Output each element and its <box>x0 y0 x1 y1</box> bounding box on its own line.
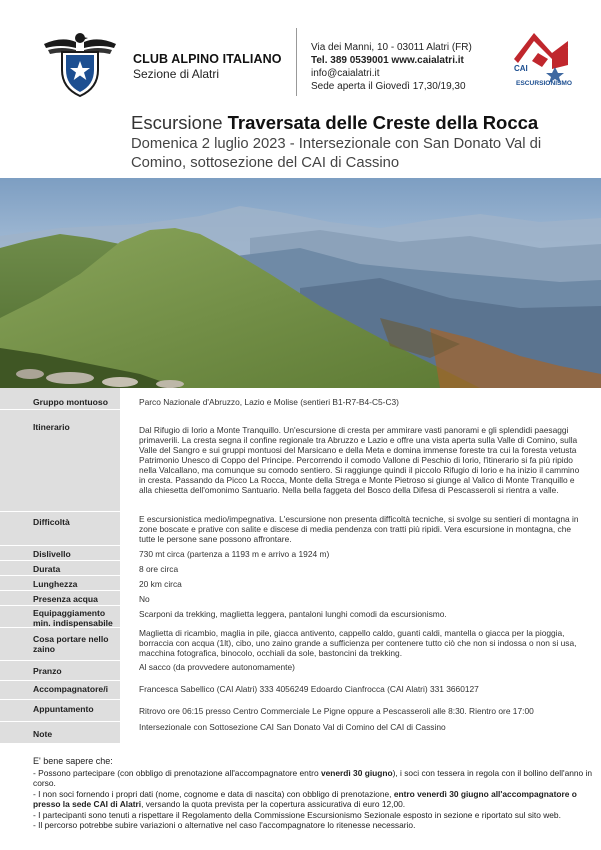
row-value: Intersezionale con Sottosezione CAI San Donato Val di Comino del CAI di Cassino <box>139 722 446 732</box>
note-text: - I non soci fornendo i propri dati (nome, cognome e data di nascita) con obbligo di prenotazione, <box>33 788 394 799</box>
row-value: Scarponi da trekking, maglietta leggera, pantaloni lunghi comodi da escursionismo. <box>139 609 447 619</box>
row-value: 8 ore circa <box>139 564 179 574</box>
contact-address: Via dei Manni, 10 - 03011 Alatri (FR) <box>311 42 472 53</box>
note-item: - I partecipanti sono tenuti a rispettare il Regolamento della Commissione Escursionismo Sezionale esposto in sezione e riportato sul sito web. <box>33 809 561 820</box>
row-cosa-portare <box>0 628 601 661</box>
row-appuntamento <box>0 700 601 722</box>
event-title-block <box>131 112 591 173</box>
row-note <box>0 722 601 744</box>
escursionismo-logo-text: ESCURSIONISMO <box>516 80 573 87</box>
event-title <box>131 112 591 134</box>
row-value: 20 km circa <box>139 579 182 589</box>
note-item: - Il percorso potrebbe subire variazioni o alternative nel caso l'accompagnatore lo ritenesse necessario. <box>33 820 416 830</box>
event-title-name: Traversata delle Creste della Rocca <box>227 112 539 133</box>
row-value: E escursionistica medio/impegnativa. L'escursione non presenta difficoltà tecniche, si svolge su sentieri di montagna in zone boscate e prative con salite e discese di media pendenza con tratti più ripidi. Vera escursione in montagna, che tutte le persone sane possono affrontare. <box>139 514 579 544</box>
club-identity <box>133 52 282 81</box>
row-value: Al sacco (da provvedere autonomamente) <box>139 662 295 672</box>
note-highlight: entro venerdì 30 giugno all'accompagnatore o presso la sede CAI di Alatri <box>33 788 577 809</box>
row-equipaggiamento <box>0 606 601 628</box>
row-label: Pranzo <box>0 661 120 681</box>
cai-eagle-logo <box>42 30 118 98</box>
row-label: Gruppo montuoso <box>0 388 120 410</box>
row-label: Cosa portare nello zaino <box>0 628 120 661</box>
note-text: - Possono partecipare (con obbligo di prenotazione all'accompagnatore entro <box>33 767 321 778</box>
row-accompagnatori <box>0 681 601 700</box>
row-value: Ritrovo ore 06:15 presso Centro Commerciale Le Pigne oppure a Pescasseroli alle 8:30. Rientro ore 17:00 <box>139 706 534 716</box>
contact-phone-web[interactable]: Tel. 389 0539001 www.caialatri.it <box>311 55 464 66</box>
row-itinerario <box>0 410 601 512</box>
row-label: Dislivello <box>0 546 120 561</box>
row-value: No <box>139 594 150 604</box>
row-label: Durata <box>0 561 120 576</box>
row-label: Accompagnatore/i <box>0 681 120 700</box>
row-lunghezza <box>0 576 601 591</box>
club-name: CLUB ALPINO ITALIANO <box>133 52 282 66</box>
row-presenza-acqua <box>0 591 601 606</box>
contact-email[interactable]: info@caialatri.it <box>311 68 380 79</box>
row-value: Dal Rifugio di Iorio a Monte Tranquillo. Un'escursione di cresta per ammirare vasti panorami e gli splendidi paesaggi primaverili. La cresta segna il confine regionale tra Abruzzo e Lazio e offre una vista aperta sulla Valle di Comino, sulla Valle del Sangro e sui gruppi montuosi del Marsicano e della Meta e domina immense foreste tra cui la foresta vetusta Patrimonio Unesco di Coppo del Principe. Percorrendo il comodo Vallone di Peschio di Iorio, l'itinerario si fa più ripido nella Valcallano, ma comunque su comodo sentiero. Si raggiunge quindi il piccolo Rifugio di Iorio e ha inizio il cammino in cresta. Passando da Picco La Rocca, Monte della Strega e Monte Pietroso si giunge al Valico di Monte Tranquillo e alla chiesetta dell'omonimo Santuario. Nella bella faggeta del Bosco della Difesa di Pescasseroli si rientra a valle. <box>139 425 580 495</box>
club-section: Sezione di Alatri <box>133 67 220 81</box>
escursionismo-logo <box>508 29 574 87</box>
row-value: Francesca Sabellico (CAI Alatri) 333 4056249 Edoardo Cianfrocca (CAI Alatri) 331 3660127 <box>139 684 479 694</box>
row-value: Maglietta di ricambio, maglia in pile, giacca antivento, cappello caldo, guanti caldi, mantella o giacca per la pioggia, borraccia con acqua (1lt), cibo, uno zaino grande a sufficienza per contenere tutto ciò che non si indossa o non si usa, macchina fotografica, binocolo, occhiali da sole, bastoncini da trekking. <box>139 628 577 658</box>
row-label: Equipaggiamento min. indispensabile <box>0 606 120 628</box>
row-label: Note <box>0 722 120 744</box>
mountain-ridge-photo <box>0 178 601 388</box>
notes-heading: E' bene sapere che: <box>33 756 113 766</box>
row-value: 730 mt circa (partenza a 1193 m e arrivo a 1924 m) <box>139 549 330 559</box>
row-label: Itinerario <box>0 410 120 512</box>
row-value: Parco Nazionale d'Abruzzo, Lazio e Molise (sentieri B1-R7-B4-C5-C3) <box>139 397 399 407</box>
note-text: , versando la quota prevista per la copertura assicurativa di euro 12,00. <box>141 799 406 809</box>
page-header <box>0 0 601 100</box>
row-durata <box>0 561 601 576</box>
contact-info <box>311 41 472 93</box>
note-item <box>33 768 593 789</box>
row-pranzo <box>0 661 601 681</box>
participation-notes <box>33 756 593 831</box>
row-difficolta <box>0 512 601 546</box>
contact-hours: Sede aperta il Giovedì 17,30/19,30 <box>311 81 466 92</box>
header-divider <box>296 28 297 96</box>
note-item <box>33 789 593 810</box>
event-subtitle: Domenica 2 luglio 2023 - Intersezionale con San Donato Val di Comino, sottosezione del CAI di Cassino <box>131 136 542 171</box>
note-highlight: venerdì 30 giugno <box>320 767 393 778</box>
escursionismo-logo-cai: CAI <box>514 64 528 73</box>
row-gruppo-montuoso <box>0 388 601 410</box>
row-label: Difficoltà <box>0 512 120 546</box>
row-label: Lunghezza <box>0 576 120 591</box>
row-label: Appuntamento <box>0 700 120 722</box>
row-dislivello <box>0 546 601 561</box>
event-title-prefix: Escursione <box>131 112 228 133</box>
note-text: ), i soci con tessera in regola con il bollino dell'anno in corso. <box>33 767 593 788</box>
row-label: Presenza acqua <box>0 591 120 606</box>
